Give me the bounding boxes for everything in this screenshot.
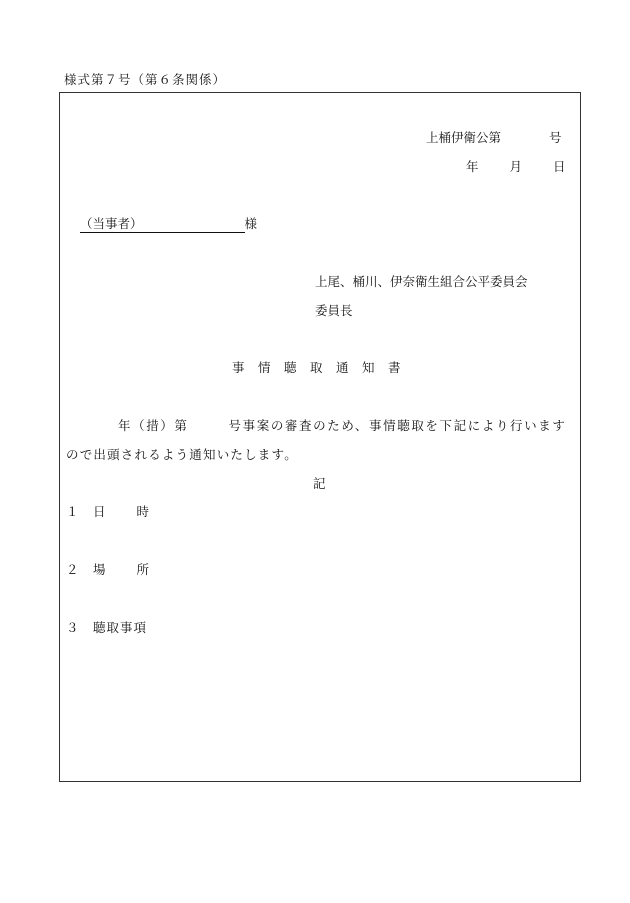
item-number: ２ — [66, 562, 79, 577]
document-title: 事情聴取通知書 — [232, 360, 415, 375]
document-number-prefix: 上桶伊衛公第 — [426, 130, 502, 145]
item-place — [66, 560, 180, 578]
document-date — [466, 157, 566, 175]
document-number-suffix: 号 — [549, 130, 562, 145]
issuer-title: 委員長 — [315, 303, 353, 318]
body-line-1-part-2: 号事案の審査のため、事情聴取を下記により行います — [228, 418, 567, 433]
recipient-line — [80, 214, 257, 233]
document-number — [426, 128, 562, 146]
item-datetime — [66, 502, 180, 520]
item-label: 日時 — [93, 504, 181, 519]
issuer-organization: 上尾、桶川、伊奈衛生組合公平委員会 — [315, 274, 528, 289]
item-label: 場所 — [93, 562, 181, 577]
body-line-1-part-1: 年（措）第 — [118, 418, 189, 433]
item-label: 聴取事項 — [93, 620, 148, 635]
date-month: 月 — [509, 159, 523, 174]
document-frame — [59, 92, 581, 782]
form-number-label: 様式第７号（第６条関係） — [64, 72, 227, 87]
item-number: １ — [66, 504, 79, 519]
date-year: 年 — [466, 159, 479, 174]
item-hearing-matters — [66, 618, 147, 636]
item-number: ３ — [66, 620, 79, 635]
body-line-1 — [118, 416, 566, 434]
ki-heading: 記 — [313, 476, 326, 491]
recipient-honorific: 様 — [244, 216, 258, 231]
body-line-2: ので出頭されるよう通知いたします。 — [66, 447, 298, 462]
recipient-label: （当事者） — [80, 216, 143, 231]
recipient-underline — [80, 214, 245, 233]
date-day: 日 — [553, 159, 566, 174]
